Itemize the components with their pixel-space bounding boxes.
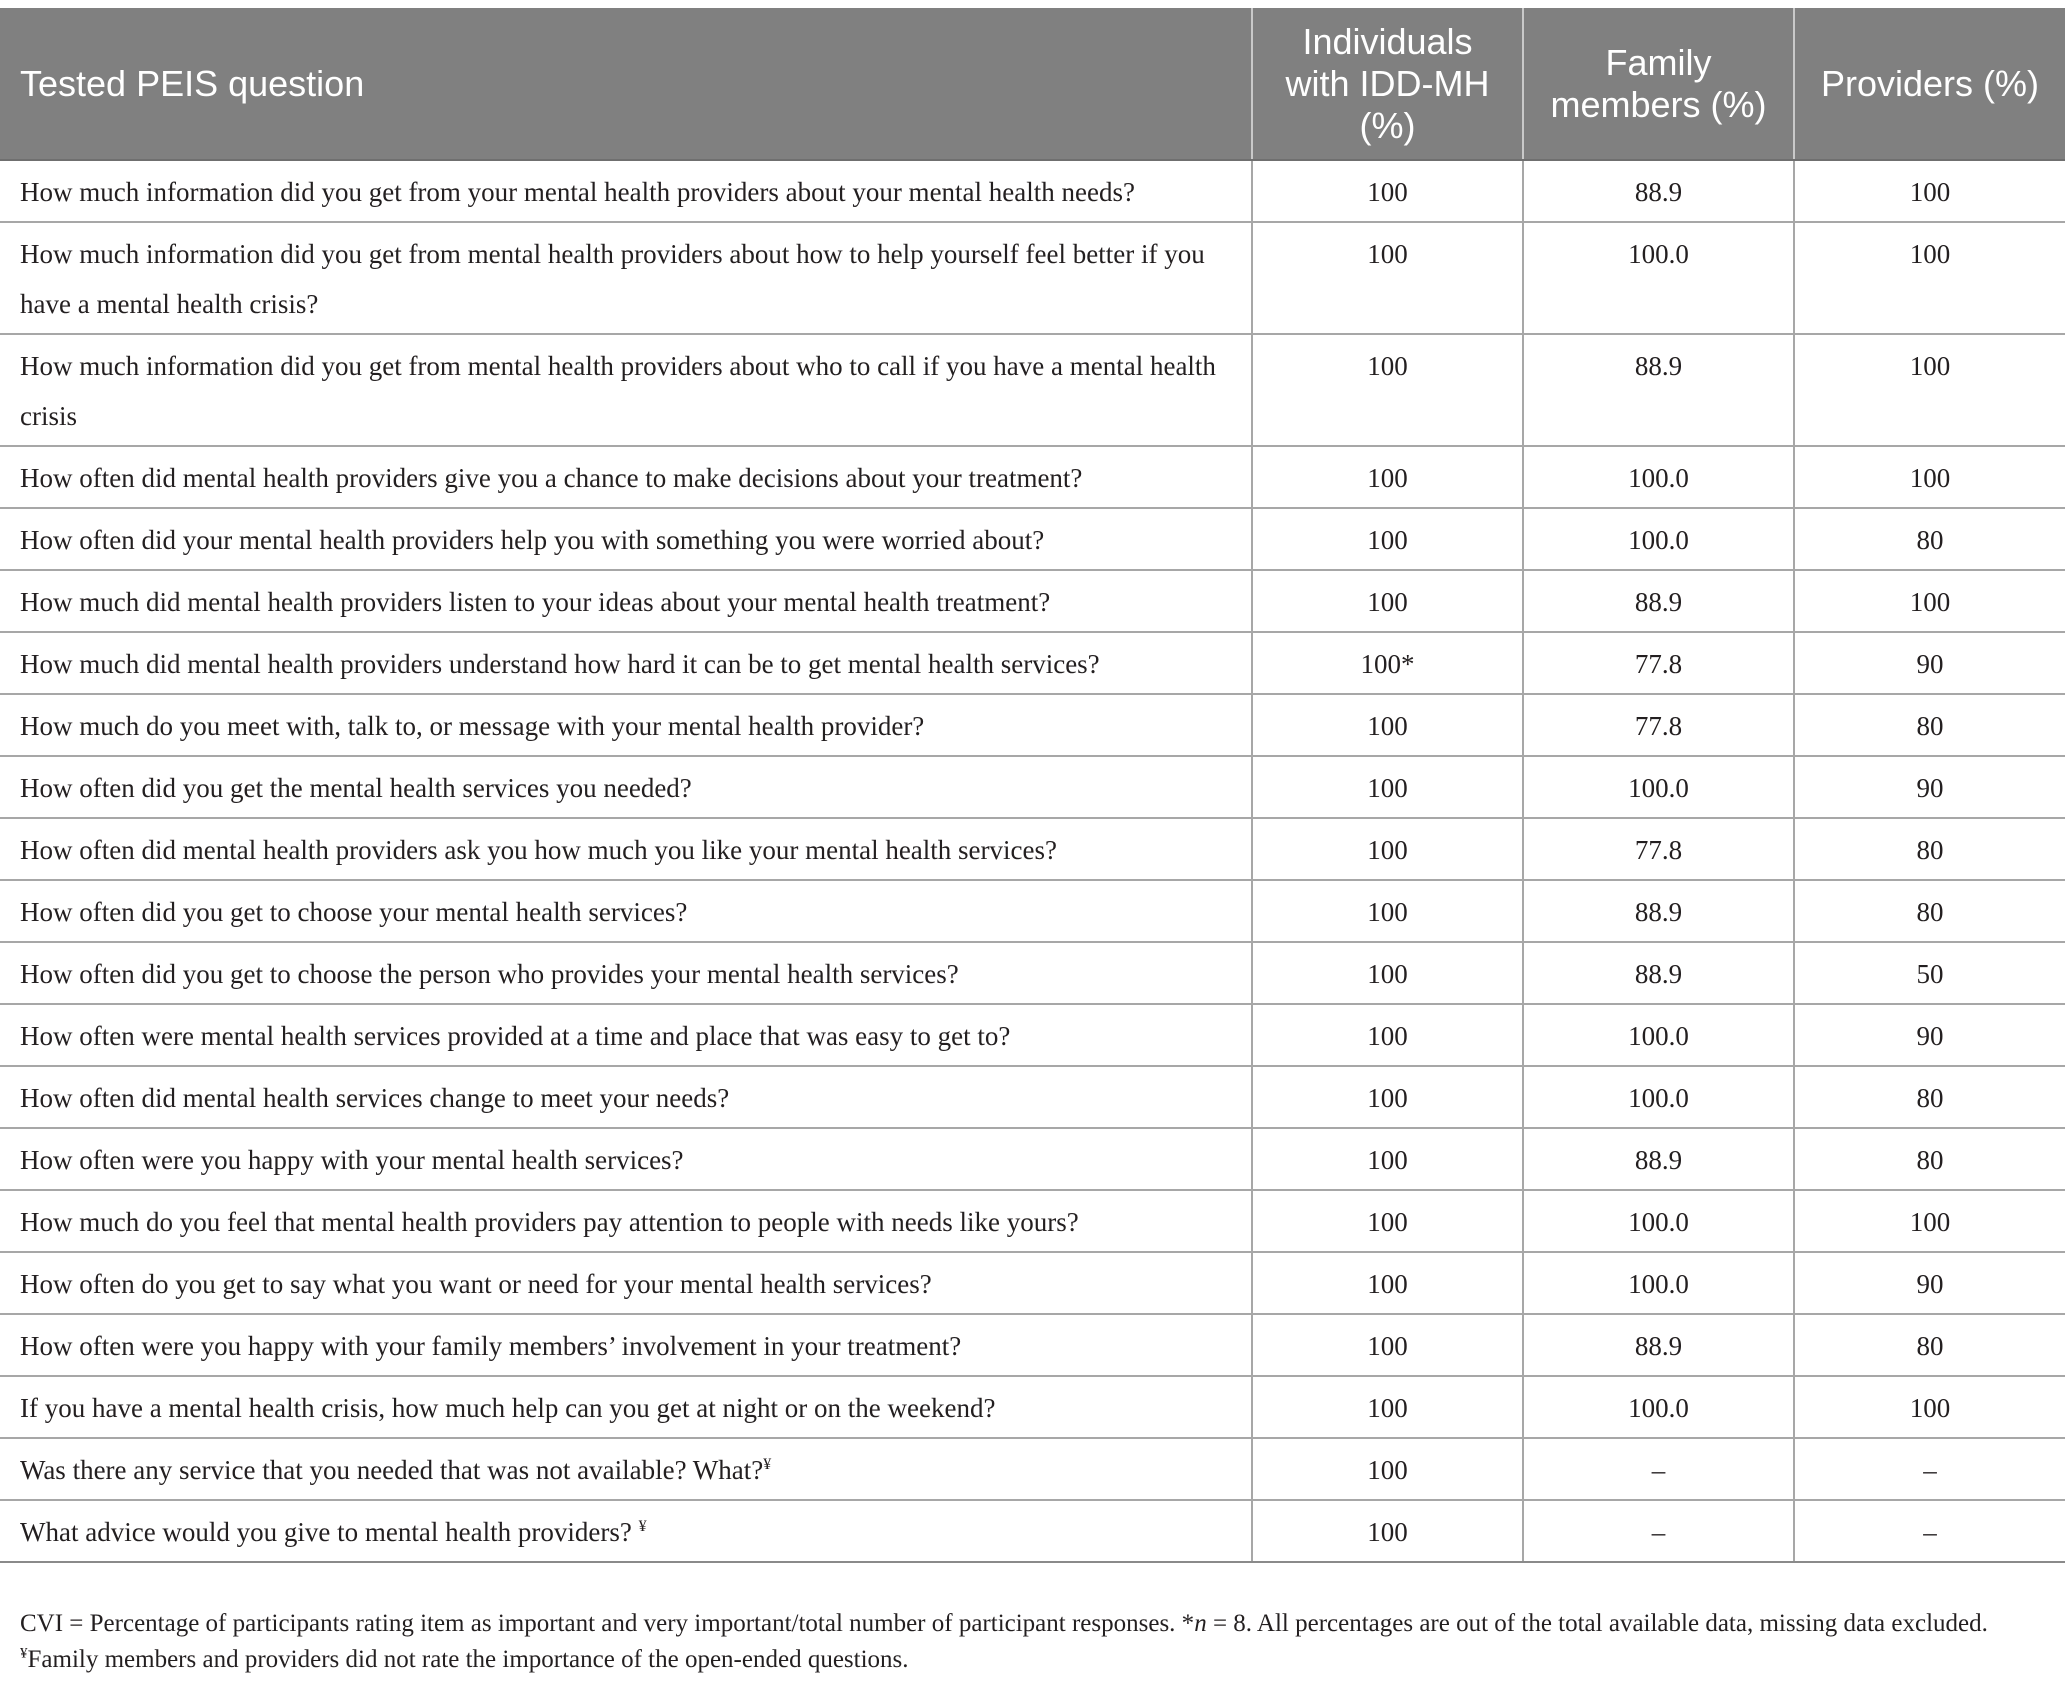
question-cell: How often did mental health providers give you a chance to make decisions about your treatment? bbox=[0, 446, 1252, 508]
family-cell: 100.0 bbox=[1523, 1004, 1794, 1066]
individuals-cell: 100 bbox=[1252, 508, 1523, 570]
question-cell: How often were mental health services provided at a time and place that was easy to get to? bbox=[0, 1004, 1252, 1066]
family-cell: – bbox=[1523, 1500, 1794, 1562]
individuals-cell: 100 bbox=[1252, 942, 1523, 1004]
table-row bbox=[0, 1314, 2065, 1376]
providers-cell: 90 bbox=[1794, 1004, 2065, 1066]
individuals-cell: 100 bbox=[1252, 446, 1523, 508]
table-row bbox=[0, 1500, 2065, 1562]
footnote-marker: ¥ bbox=[20, 1645, 28, 1662]
individuals-cell: 100 bbox=[1252, 1004, 1523, 1066]
header-individuals: Individuals with IDD-MH (%) bbox=[1252, 8, 1523, 160]
individuals-cell: 100 bbox=[1252, 1252, 1523, 1314]
family-cell: 100.0 bbox=[1523, 1190, 1794, 1252]
peis-cvi-table bbox=[0, 8, 2065, 1563]
family-cell: 88.9 bbox=[1523, 570, 1794, 632]
individuals-cell: 100 bbox=[1252, 570, 1523, 632]
question-cell: How much information did you get from mental health providers about who to call if you have a mental health crisis bbox=[0, 334, 1252, 446]
table-row bbox=[0, 1066, 2065, 1128]
question-cell: How often did mental health services change to meet your needs? bbox=[0, 1066, 1252, 1128]
table-row bbox=[0, 570, 2065, 632]
individuals-cell: 100 bbox=[1252, 1066, 1523, 1128]
providers-cell: 100 bbox=[1794, 1190, 2065, 1252]
table-row bbox=[0, 508, 2065, 570]
individuals-cell: 100 bbox=[1252, 160, 1523, 222]
family-cell: 88.9 bbox=[1523, 334, 1794, 446]
family-cell: 88.9 bbox=[1523, 880, 1794, 942]
question-cell: How often did mental health providers ask you how much you like your mental health services? bbox=[0, 818, 1252, 880]
individuals-cell: 100 bbox=[1252, 818, 1523, 880]
providers-cell: 90 bbox=[1794, 632, 2065, 694]
individuals-cell: 100* bbox=[1252, 632, 1523, 694]
table-row bbox=[0, 1004, 2065, 1066]
providers-cell: – bbox=[1794, 1500, 2065, 1562]
question-cell: How often were you happy with your family members’ involvement in your treatment? bbox=[0, 1314, 1252, 1376]
open-ended-marker: ¥ bbox=[763, 1456, 772, 1473]
table-row bbox=[0, 756, 2065, 818]
providers-cell: 100 bbox=[1794, 570, 2065, 632]
family-cell: 88.9 bbox=[1523, 1314, 1794, 1376]
table-row bbox=[0, 160, 2065, 222]
family-cell: 100.0 bbox=[1523, 508, 1794, 570]
question-cell: How much did mental health providers listen to your ideas about your mental health treatment? bbox=[0, 570, 1252, 632]
providers-cell: 80 bbox=[1794, 1314, 2065, 1376]
question-cell: How much do you feel that mental health providers pay attention to people with needs like yours? bbox=[0, 1190, 1252, 1252]
table-row bbox=[0, 818, 2065, 880]
question-cell: How much do you meet with, talk to, or message with your mental health provider? bbox=[0, 694, 1252, 756]
individuals-cell: 100 bbox=[1252, 1190, 1523, 1252]
table-row bbox=[0, 222, 2065, 334]
family-cell: 77.8 bbox=[1523, 632, 1794, 694]
peis-table-container bbox=[0, 8, 2065, 1563]
family-cell: 100.0 bbox=[1523, 1066, 1794, 1128]
providers-cell: – bbox=[1794, 1438, 2065, 1500]
table-footnote bbox=[20, 1606, 2030, 1678]
family-cell: 77.8 bbox=[1523, 818, 1794, 880]
question-cell bbox=[0, 1500, 1252, 1562]
individuals-cell: 100 bbox=[1252, 694, 1523, 756]
question-cell: How much information did you get from your mental health providers about your mental health needs? bbox=[0, 160, 1252, 222]
question-cell: How much information did you get from mental health providers about how to help yourself feel better if you have a mental health crisis? bbox=[0, 222, 1252, 334]
question-cell bbox=[0, 1438, 1252, 1500]
individuals-cell: 100 bbox=[1252, 880, 1523, 942]
individuals-cell: 100 bbox=[1252, 222, 1523, 334]
providers-cell: 90 bbox=[1794, 756, 2065, 818]
question-cell: How much did mental health providers understand how hard it can be to get mental health services? bbox=[0, 632, 1252, 694]
table-row bbox=[0, 334, 2065, 446]
question-cell: How often do you get to say what you want or need for your mental health services? bbox=[0, 1252, 1252, 1314]
table-row bbox=[0, 1376, 2065, 1438]
providers-cell: 50 bbox=[1794, 942, 2065, 1004]
providers-cell: 80 bbox=[1794, 818, 2065, 880]
table-header bbox=[0, 8, 2065, 160]
table-row bbox=[0, 1438, 2065, 1500]
individuals-cell: 100 bbox=[1252, 1314, 1523, 1376]
family-cell: 88.9 bbox=[1523, 160, 1794, 222]
question-cell: How often did you get to choose your mental health services? bbox=[0, 880, 1252, 942]
individuals-cell: 100 bbox=[1252, 1376, 1523, 1438]
providers-cell: 90 bbox=[1794, 1252, 2065, 1314]
header-providers: Providers (%) bbox=[1794, 8, 2065, 160]
footnote-part-1: CVI = Percentage of participants rating item as important and very important/total number of participant responses. * bbox=[20, 1610, 1195, 1637]
footnote-part-3: Family members and providers did not rate the importance of the open-ended questions. bbox=[27, 1646, 909, 1673]
providers-cell: 100 bbox=[1794, 334, 2065, 446]
table-row bbox=[0, 632, 2065, 694]
table-row bbox=[0, 1128, 2065, 1190]
individuals-cell: 100 bbox=[1252, 1128, 1523, 1190]
question-cell: How often did your mental health providers help you with something you were worried about? bbox=[0, 508, 1252, 570]
table-row bbox=[0, 880, 2065, 942]
open-ended-marker: ¥ bbox=[638, 1518, 647, 1535]
family-cell: 100.0 bbox=[1523, 446, 1794, 508]
question-text: Was there any service that you needed that was not available? What? bbox=[20, 1455, 764, 1485]
providers-cell: 80 bbox=[1794, 694, 2065, 756]
family-cell: 100.0 bbox=[1523, 222, 1794, 334]
family-cell: 100.0 bbox=[1523, 756, 1794, 818]
family-cell: 100.0 bbox=[1523, 1252, 1794, 1314]
family-cell: – bbox=[1523, 1438, 1794, 1500]
family-cell: 100.0 bbox=[1523, 1376, 1794, 1438]
table-row bbox=[0, 694, 2065, 756]
table-row bbox=[0, 942, 2065, 1004]
question-cell: How often did you get to choose the person who provides your mental health services? bbox=[0, 942, 1252, 1004]
providers-cell: 80 bbox=[1794, 508, 2065, 570]
header-question: Tested PEIS question bbox=[0, 8, 1252, 160]
header-row bbox=[0, 8, 2065, 160]
header-family: Family members (%) bbox=[1523, 8, 1794, 160]
providers-cell: 100 bbox=[1794, 222, 2065, 334]
individuals-cell: 100 bbox=[1252, 1500, 1523, 1562]
family-cell: 88.9 bbox=[1523, 942, 1794, 1004]
footnote-part-2: = 8. All percentages are out of the total available data, missing data excluded. bbox=[1206, 1610, 1988, 1637]
table-row bbox=[0, 446, 2065, 508]
question-cell: How often did you get the mental health services you needed? bbox=[0, 756, 1252, 818]
table-body bbox=[0, 160, 2065, 1562]
footnote-n-variable: n bbox=[1194, 1610, 1207, 1637]
family-cell: 88.9 bbox=[1523, 1128, 1794, 1190]
providers-cell: 80 bbox=[1794, 1066, 2065, 1128]
question-cell: How often were you happy with your mental health services? bbox=[0, 1128, 1252, 1190]
question-text: What advice would you give to mental health providers? bbox=[20, 1517, 639, 1547]
individuals-cell: 100 bbox=[1252, 756, 1523, 818]
table-row bbox=[0, 1190, 2065, 1252]
question-cell: If you have a mental health crisis, how much help can you get at night or on the weekend? bbox=[0, 1376, 1252, 1438]
providers-cell: 100 bbox=[1794, 160, 2065, 222]
providers-cell: 80 bbox=[1794, 1128, 2065, 1190]
individuals-cell: 100 bbox=[1252, 334, 1523, 446]
family-cell: 77.8 bbox=[1523, 694, 1794, 756]
providers-cell: 80 bbox=[1794, 880, 2065, 942]
providers-cell: 100 bbox=[1794, 446, 2065, 508]
individuals-cell: 100 bbox=[1252, 1438, 1523, 1500]
providers-cell: 100 bbox=[1794, 1376, 2065, 1438]
table-row bbox=[0, 1252, 2065, 1314]
